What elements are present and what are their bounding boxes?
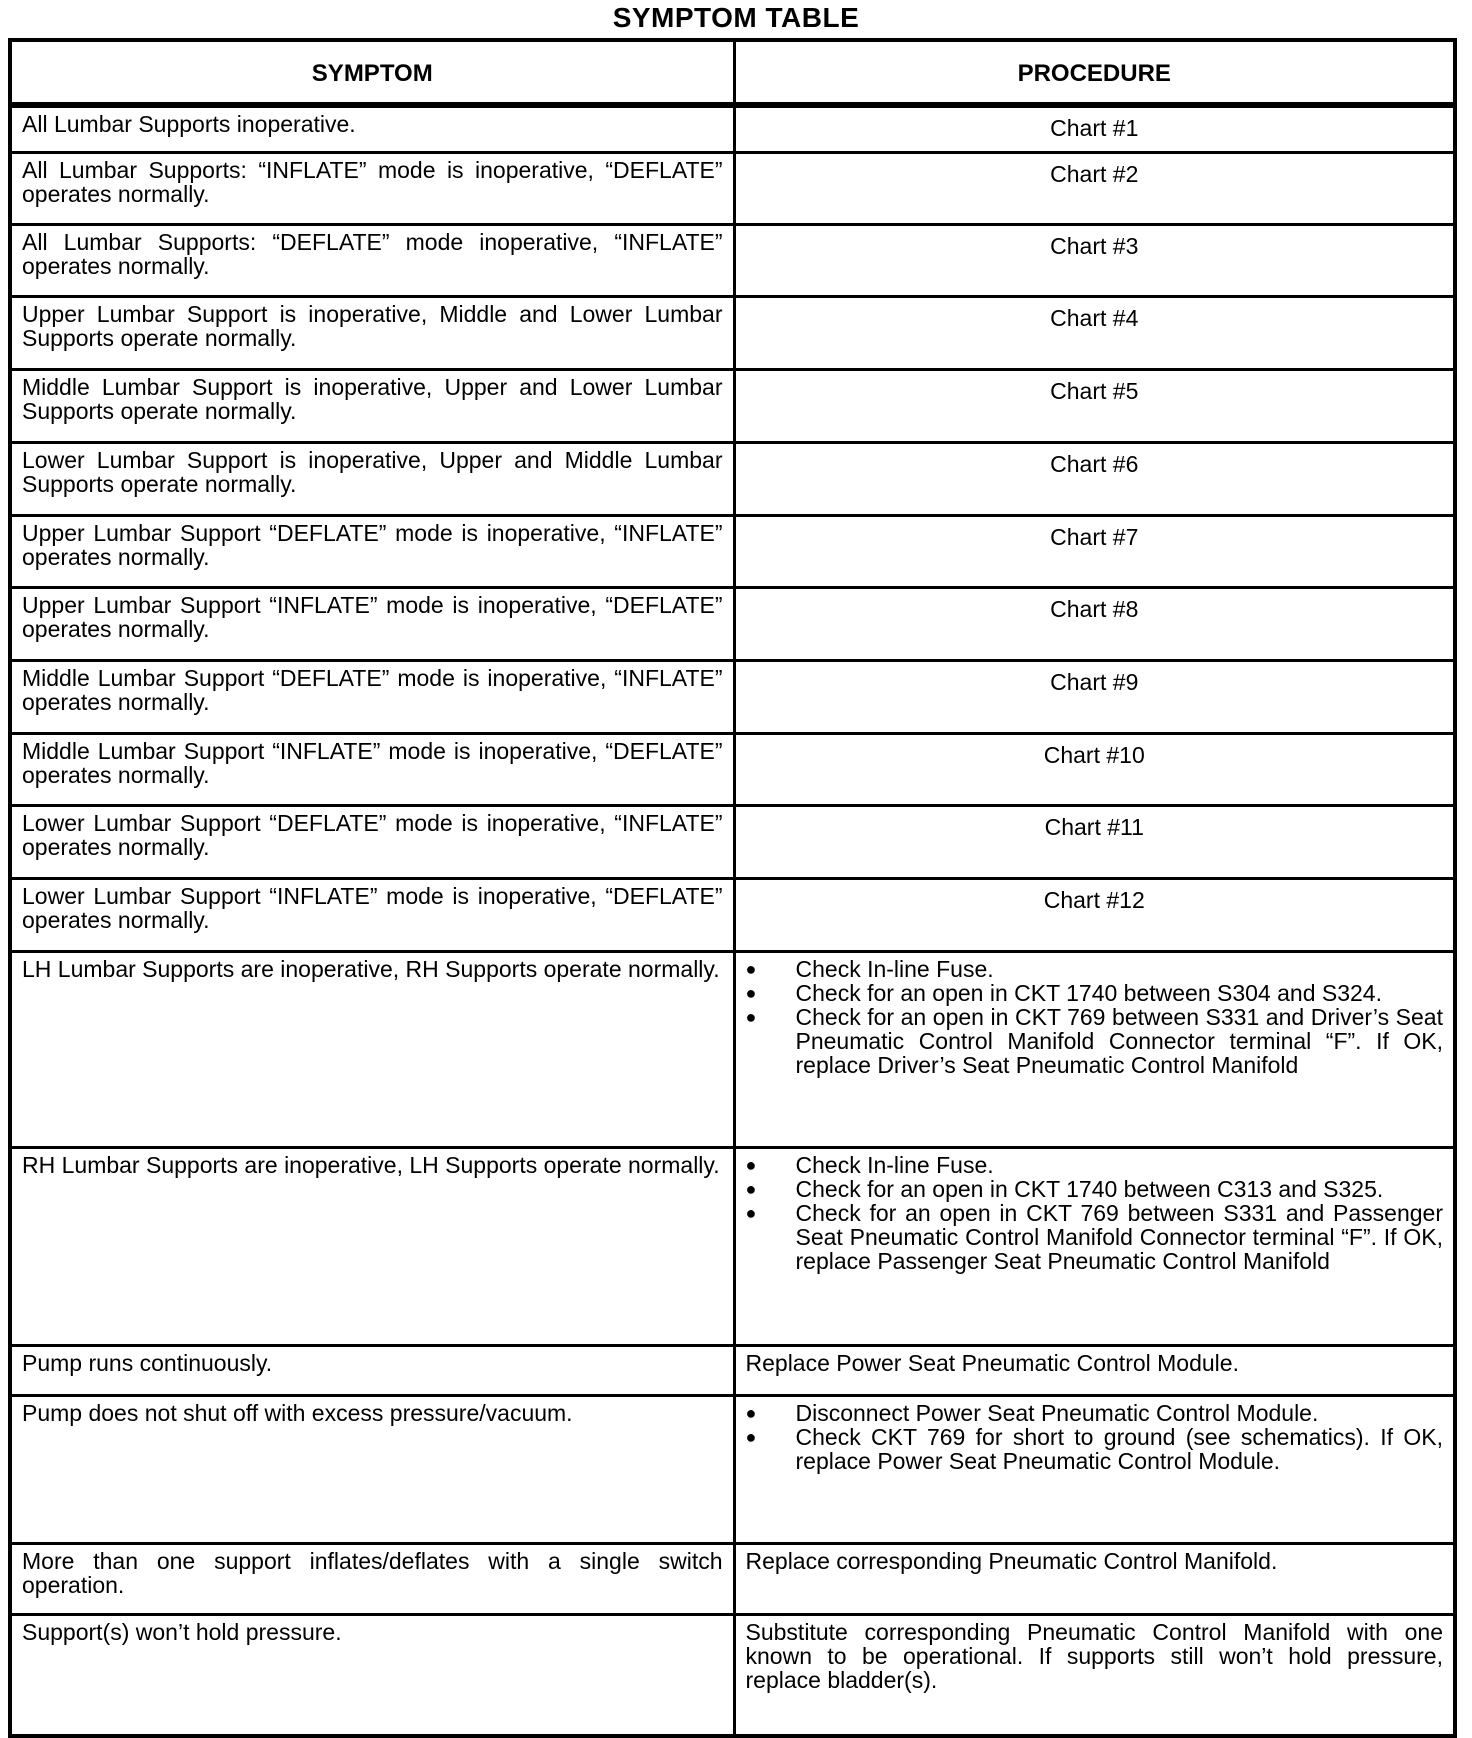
table-row [10, 369, 1455, 442]
procedure-cell: Replace corresponding Pneumatic Control Manifold. [734, 1543, 1455, 1614]
table-row [10, 1345, 1455, 1395]
table-row [10, 951, 1455, 1147]
table-row [10, 515, 1455, 587]
table-row [10, 733, 1455, 805]
procedure-step: ● Check for an open in CKT 769 between S331 and Passenger Seat Pneumatic Control Manifold Connector terminal “F”. If OK, replace Passenger Seat Pneumatic Control Manifold [746, 1201, 1444, 1273]
procedure-cell: Chart #3 [734, 224, 1455, 296]
table-row [10, 1147, 1455, 1345]
header-symptom: SYMPTOM [10, 40, 734, 105]
procedure-cell: Chart #5 [734, 369, 1455, 442]
table-row [10, 296, 1455, 369]
symptom-cell: All Lumbar Supports: “DEFLATE” mode inoperative, “INFLATE” operates normally. [10, 224, 734, 296]
symptom-cell: Lower Lumbar Support “INFLATE” mode is inoperative, “DEFLATE” operates normally. [10, 878, 734, 951]
procedure-step: ● Disconnect Power Seat Pneumatic Control Module. [746, 1401, 1444, 1425]
procedure-steps [746, 1153, 1444, 1273]
procedure-step: ● Check for an open in CKT 1740 between C313 and S325. [746, 1177, 1444, 1201]
table-row [10, 805, 1455, 878]
procedure-step: ● Check for an open in CKT 769 between S331 and Driver’s Seat Pneumatic Control Manifold Connector terminal “F”. If OK, replace Driver’s Seat Pneumatic Control Manifold [746, 1005, 1444, 1077]
table-row [10, 1395, 1455, 1543]
symptom-cell: Support(s) won’t hold pressure. [10, 1614, 734, 1736]
symptom-cell: Pump does not shut off with excess pressure/vacuum. [10, 1395, 734, 1543]
page-title: SYMPTOM TABLE [612, 2, 860, 33]
procedure-cell [734, 1147, 1455, 1345]
symptom-cell: Upper Lumbar Support “DEFLATE” mode is inoperative, “INFLATE” operates normally. [10, 515, 734, 587]
symptom-cell: Pump runs continuously. [10, 1345, 734, 1395]
procedure-cell: Chart #2 [734, 152, 1455, 224]
symptom-cell: All Lumbar Supports: “INFLATE” mode is inoperative, “DEFLATE” operates normally. [10, 152, 734, 224]
procedure-step: ● Check In-line Fuse. [746, 957, 1444, 981]
table-row [10, 878, 1455, 951]
symptom-cell: Middle Lumbar Support is inoperative, Upper and Lower Lumbar Supports operate normally. [10, 369, 734, 442]
procedure-cell: Chart #12 [734, 878, 1455, 951]
procedure-step: ● Check In-line Fuse. [746, 1153, 1444, 1177]
symptom-cell: Upper Lumbar Support is inoperative, Middle and Lower Lumbar Supports operate normally. [10, 296, 734, 369]
procedure-cell: Chart #11 [734, 805, 1455, 878]
procedure-cell: Chart #10 [734, 733, 1455, 805]
symptom-cell: RH Lumbar Supports are inoperative, LH Supports operate normally. [10, 1147, 734, 1345]
symptom-table [8, 38, 1457, 1738]
symptom-cell: Middle Lumbar Support “DEFLATE” mode is inoperative, “INFLATE” operates normally. [10, 660, 734, 733]
procedure-cell: Chart #6 [734, 442, 1455, 515]
procedure-cell: Chart #7 [734, 515, 1455, 587]
procedure-cell: Substitute corresponding Pneumatic Control Manifold with one known to be operational. If supports still won’t hold pressure, replace bladder(s). [734, 1614, 1455, 1736]
table-header-row [10, 40, 1455, 105]
symptom-cell: All Lumbar Supports inoperative. [10, 105, 734, 152]
procedure-step: ● Check for an open in CKT 1740 between S304 and S324. [746, 981, 1444, 1005]
procedure-cell: Chart #4 [734, 296, 1455, 369]
table-row [10, 660, 1455, 733]
procedure-steps [746, 1401, 1444, 1473]
table-row [10, 442, 1455, 515]
procedure-cell [734, 1395, 1455, 1543]
procedure-cell: Chart #8 [734, 587, 1455, 660]
symptom-cell: Lower Lumbar Support is inoperative, Upper and Middle Lumbar Supports operate normally. [10, 442, 734, 515]
symptom-cell: Lower Lumbar Support “DEFLATE” mode is inoperative, “INFLATE” operates normally. [10, 805, 734, 878]
procedure-cell: Replace Power Seat Pneumatic Control Module. [734, 1345, 1455, 1395]
procedure-cell: Chart #1 [734, 105, 1455, 152]
header-procedure: PROCEDURE [734, 40, 1455, 105]
symptom-cell: LH Lumbar Supports are inoperative, RH Supports operate normally. [10, 951, 734, 1147]
procedure-steps [746, 957, 1444, 1077]
table-row [10, 105, 1455, 152]
symptom-cell: Middle Lumbar Support “INFLATE” mode is inoperative, “DEFLATE” operates normally. [10, 733, 734, 805]
table-row [10, 224, 1455, 296]
symptom-cell: More than one support inflates/deflates with a single switch operation. [10, 1543, 734, 1614]
procedure-step: ● Check CKT 769 for short to ground (see schematics). If OK, replace Power Seat Pneumatic Control Module. [746, 1425, 1444, 1473]
symptom-cell: Upper Lumbar Support “INFLATE” mode is inoperative, “DEFLATE” operates normally. [10, 587, 734, 660]
procedure-cell: Chart #9 [734, 660, 1455, 733]
procedure-cell [734, 951, 1455, 1147]
table-row [10, 1614, 1455, 1736]
table-row [10, 587, 1455, 660]
table-row [10, 152, 1455, 224]
table-row [10, 1543, 1455, 1614]
